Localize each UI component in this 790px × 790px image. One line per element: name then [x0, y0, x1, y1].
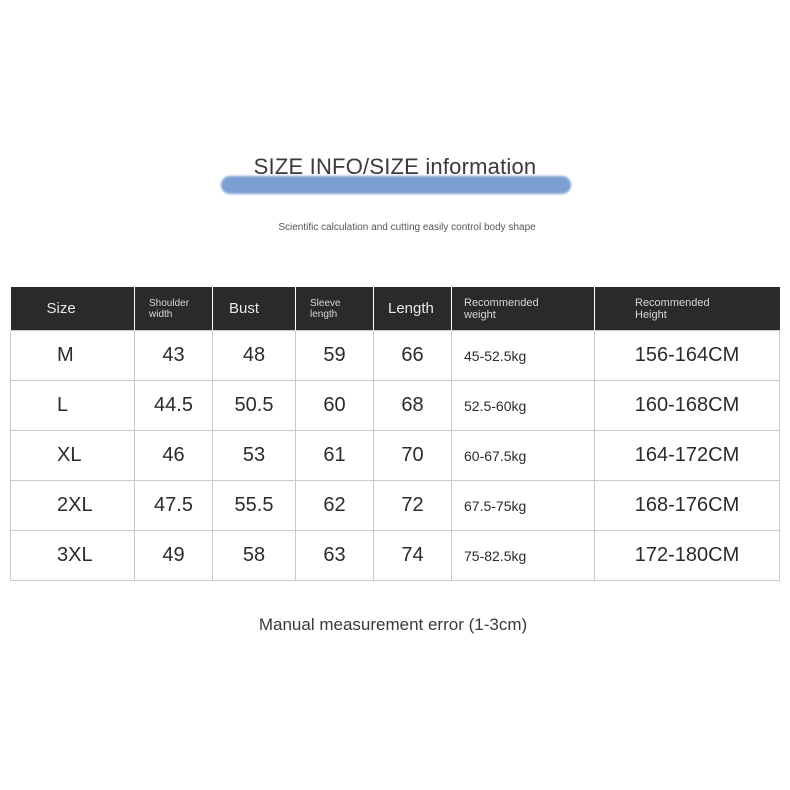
length-cell: 68: [374, 381, 452, 431]
weight-cell: 67.5-75kg: [452, 481, 595, 531]
column-header-height: Recommended Height: [595, 287, 780, 331]
height-cell: 164-172CM: [595, 431, 780, 481]
column-header-shoulder: Shoulder width: [135, 287, 213, 331]
column-header-sleeve: Sleeve length: [296, 287, 374, 331]
size-cell: XL: [11, 431, 135, 481]
length-cell: 66: [374, 331, 452, 381]
weight-cell: 52.5-60kg: [452, 381, 595, 431]
shoulder-cell: 47.5: [135, 481, 213, 531]
title-block: [0, 150, 790, 200]
length-cell: 70: [374, 431, 452, 481]
table-row: [11, 481, 780, 531]
sleeve-cell: 61: [296, 431, 374, 481]
length-cell: 72: [374, 481, 452, 531]
height-cell: 160-168CM: [595, 381, 780, 431]
size-cell: L: [11, 381, 135, 431]
column-header-size: Size: [11, 287, 135, 331]
page-subtitle: Scientific calculation and cutting easily control body shape: [278, 222, 536, 233]
measurement-note: Manual measurement error (1-3cm): [258, 615, 528, 634]
bust-cell: 50.5: [213, 381, 296, 431]
page-title: SIZE INFO/SIZE information: [253, 154, 537, 179]
table-row: [11, 431, 780, 481]
sleeve-cell: 62: [296, 481, 374, 531]
bust-cell: 53: [213, 431, 296, 481]
weight-cell: 75-82.5kg: [452, 531, 595, 581]
length-cell: 74: [374, 531, 452, 581]
height-cell: 168-176CM: [595, 481, 780, 531]
size-table: [10, 287, 780, 581]
shoulder-cell: 43: [135, 331, 213, 381]
shoulder-cell: 44.5: [135, 381, 213, 431]
sleeve-cell: 60: [296, 381, 374, 431]
bust-cell: 48: [213, 331, 296, 381]
weight-cell: 60-67.5kg: [452, 431, 595, 481]
sleeve-cell: 63: [296, 531, 374, 581]
size-cell: 2XL: [11, 481, 135, 531]
bust-cell: 55.5: [213, 481, 296, 531]
column-header-bust: Bust: [213, 287, 296, 331]
table-row: [11, 331, 780, 381]
sleeve-cell: 59: [296, 331, 374, 381]
table-header-row: [11, 287, 780, 331]
size-cell: 3XL: [11, 531, 135, 581]
size-cell: M: [11, 331, 135, 381]
height-cell: 156-164CM: [595, 331, 780, 381]
bust-cell: 58: [213, 531, 296, 581]
column-header-weight: Recommended weight: [452, 287, 595, 331]
height-cell: 172-180CM: [595, 531, 780, 581]
column-header-length: Length: [374, 287, 452, 331]
table-row: [11, 381, 780, 431]
shoulder-cell: 46: [135, 431, 213, 481]
shoulder-cell: 49: [135, 531, 213, 581]
weight-cell: 45-52.5kg: [452, 331, 595, 381]
table-row: [11, 531, 780, 581]
